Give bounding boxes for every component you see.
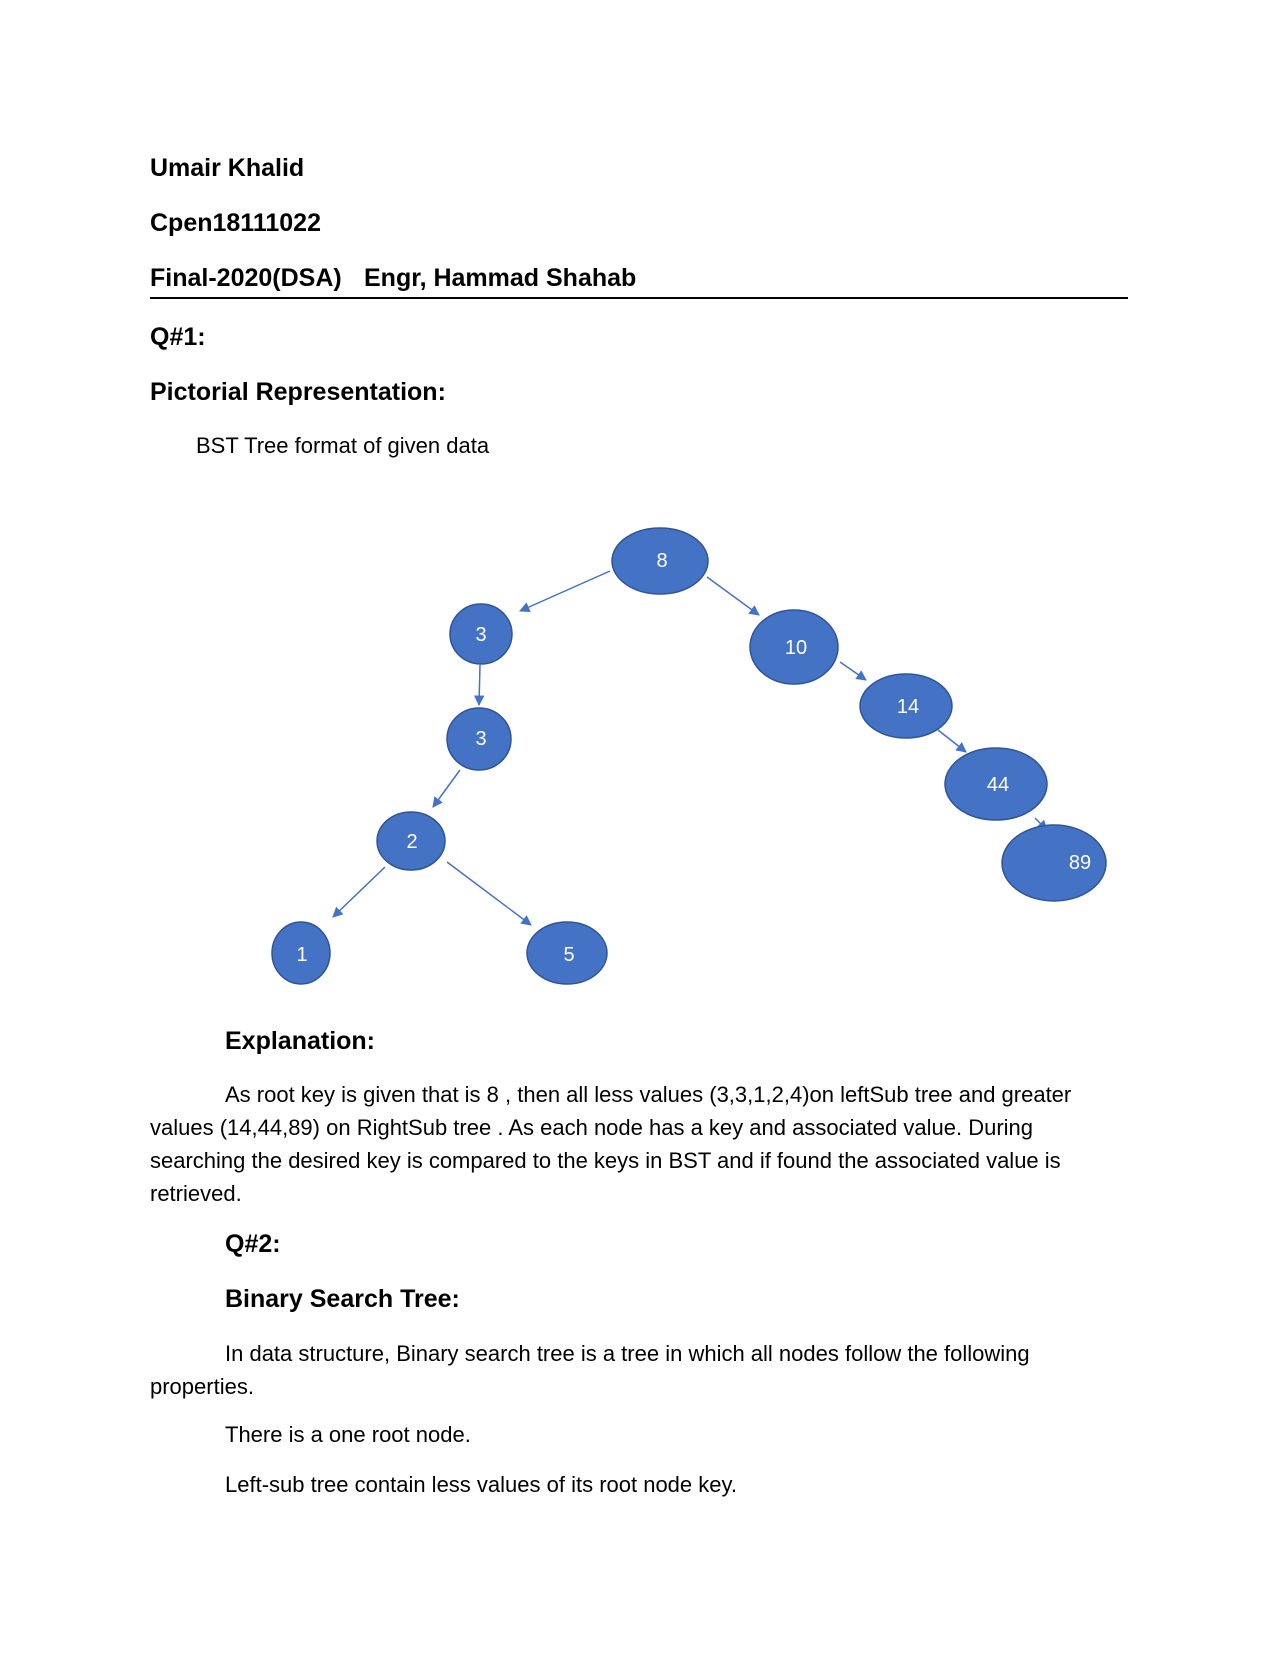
- bst-property-item: There is a one root node.: [225, 1422, 471, 1447]
- edge-8-3: [520, 571, 610, 611]
- q1-label: Q#1:: [150, 323, 206, 351]
- roll-number: Cpen18111022: [150, 209, 321, 237]
- edge-14-44: [938, 730, 966, 752]
- q2-heading: Binary Search Tree:: [225, 1285, 460, 1313]
- tree-node-label: 44: [986, 774, 1010, 796]
- tree-node-label: 2: [406, 831, 418, 853]
- course-title: Final-2020(DSA): [150, 264, 342, 292]
- instructor-name: Engr, Hammad Shahab: [364, 264, 637, 292]
- tree-node-label: 5: [563, 944, 575, 966]
- edge-3-2: [433, 770, 460, 807]
- tree-node-label: 89: [1068, 852, 1092, 874]
- tree-caption: BST Tree format of given data: [196, 433, 490, 458]
- edge-3-3: [479, 665, 480, 705]
- edge-10-14: [840, 662, 866, 680]
- q2-label: Q#2:: [225, 1230, 281, 1258]
- tree-node-label: 8: [656, 550, 668, 572]
- tree-node-label: 14: [896, 696, 920, 718]
- explanation-heading: Explanation:: [225, 1027, 376, 1055]
- tree-node-label: 1: [296, 944, 308, 966]
- bst-property-item: Left-sub tree contain less values of its root node key.: [225, 1472, 737, 1497]
- edge-2-5: [447, 862, 531, 925]
- tree-node-label: 10: [784, 637, 808, 659]
- edge-2-1: [333, 867, 385, 917]
- bst-intro-paragraph: In data structure, Binary search tree is a tree in which all nodes follow the following properties.: [150, 1341, 1030, 1399]
- tree-node-label: 3: [475, 728, 487, 750]
- q1-heading: Pictorial Representation:: [150, 378, 446, 406]
- author-name: Umair Khalid: [150, 154, 305, 182]
- edge-8-10: [707, 577, 759, 615]
- tree-node-label: 3: [475, 624, 487, 646]
- explanation-paragraph: As root key is given that is 8 , then all less values (3,3,1,2,4)on leftSub tree and greater values (14,44,89) on RightSub tree . As each node has a key and associated value. During searching the desired key is compared to the keys in BST and if found the associated value is retrieved.: [150, 1082, 1072, 1206]
